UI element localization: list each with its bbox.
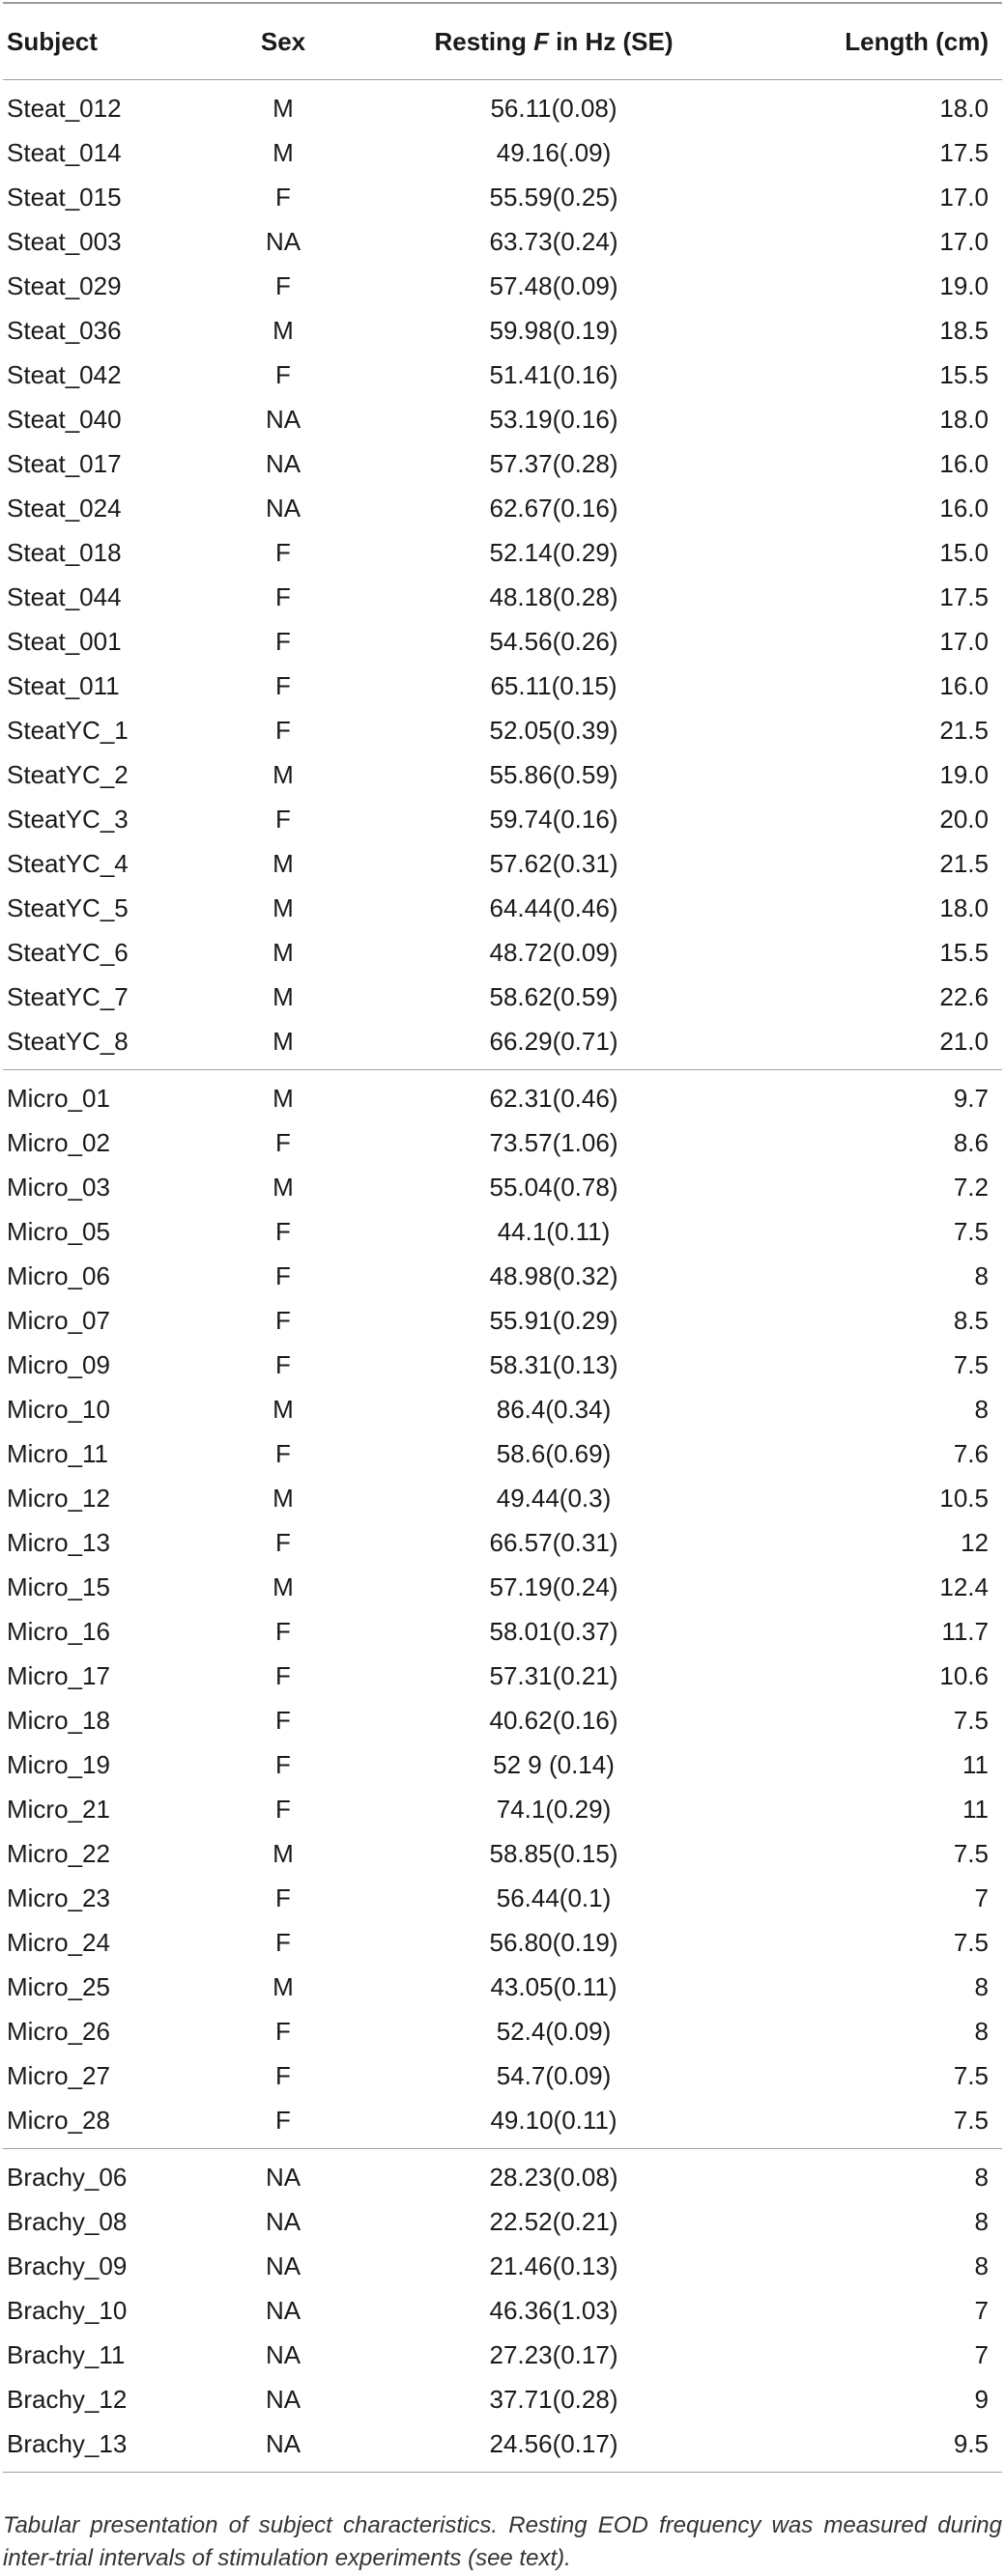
cell-subject: Micro_17	[7, 1661, 110, 1690]
table-row	[3, 308, 1002, 353]
table-row	[3, 1654, 1002, 1698]
table-row	[3, 664, 1002, 708]
cell-subject: Steat_040	[7, 405, 122, 434]
table-row	[3, 2377, 1002, 2421]
cell-len: 7.5	[953, 2061, 989, 2090]
cell-len: 19.0	[939, 760, 989, 789]
cell-len: 7.5	[953, 1839, 989, 1868]
cell-subject: Brachy_06	[7, 2163, 128, 2192]
table-row	[3, 1965, 1002, 2009]
cell-sex: NA	[265, 449, 302, 478]
cell-subject: Micro_19	[7, 1750, 110, 1779]
table-row	[3, 1431, 1002, 1476]
cell-sex: M	[273, 893, 294, 922]
cell-sex: F	[275, 1261, 291, 1290]
cell-subject: Micro_15	[7, 1572, 110, 1601]
cell-freq: 28.23(0.08)	[489, 2163, 618, 2192]
cell-freq: 53.19(0.16)	[489, 405, 618, 434]
cell-subject: SteatYC_2	[7, 760, 129, 789]
cell-freq: 37.71(0.28)	[489, 2385, 618, 2414]
cell-len: 8.6	[953, 1128, 989, 1157]
table-caption: Tabular presentation of subject characteristics. Resting EOD frequency was measured during inter-trial intervals of stimulation experiments (see text).	[3, 2512, 1002, 2571]
table-row	[3, 2333, 1002, 2377]
cell-len: 22.6	[939, 982, 989, 1011]
cell-freq: 62.31(0.46)	[489, 1084, 618, 1113]
cell-freq: 74.1(0.29)	[496, 1795, 612, 1824]
table-row	[3, 1520, 1002, 1565]
header-resting-frequency	[389, 19, 718, 64]
cell-sex: F	[275, 1528, 291, 1557]
cell-subject: Steat_011	[7, 671, 120, 700]
cell-subject: Micro_24	[7, 1928, 110, 1957]
cell-len: 16.0	[939, 494, 989, 523]
table-row	[3, 441, 1002, 486]
cell-len: 9.7	[953, 1084, 989, 1113]
table-row	[3, 1254, 1002, 1298]
cell-sex: M	[273, 1027, 294, 1056]
cell-freq: 58.6(0.69)	[496, 1439, 612, 1468]
cell-freq: 57.48(0.09)	[489, 271, 618, 300]
cell-len: 11	[962, 1750, 989, 1779]
table-row	[3, 2244, 1002, 2288]
cell-freq: 52.05(0.39)	[489, 716, 618, 745]
cell-sex: F	[275, 1750, 291, 1779]
cell-sex: F	[275, 1928, 291, 1957]
table-row	[3, 2421, 1002, 2466]
cell-sex: NA	[265, 2429, 302, 2458]
cell-len: 9	[974, 2385, 989, 2414]
cell-len: 17.5	[939, 138, 989, 167]
table-row	[3, 1565, 1002, 1609]
cell-subject: Micro_26	[7, 2017, 110, 2046]
table-row	[3, 708, 1002, 752]
header-freq-suffix: in Hz (SE)	[548, 27, 674, 56]
cell-freq: 52.4(0.09)	[496, 2017, 612, 2046]
cell-len: 7.2	[953, 1173, 989, 1202]
cell-freq: 55.59(0.25)	[489, 183, 618, 212]
cell-subject: Micro_18	[7, 1706, 110, 1735]
table-row	[3, 530, 1002, 575]
cell-len: 11.7	[941, 1617, 989, 1646]
cell-sex: M	[273, 982, 294, 1011]
cell-subject: Micro_09	[7, 1350, 110, 1379]
cell-len: 10.6	[939, 1661, 989, 1690]
cell-freq: 58.85(0.15)	[489, 1839, 618, 1868]
cell-freq: 49.16(.09)	[496, 138, 612, 167]
cell-freq: 49.44(0.3)	[496, 1484, 612, 1513]
cell-freq: 57.31(0.21)	[489, 1661, 618, 1690]
cell-len: 9.5	[953, 2429, 989, 2458]
table-row	[3, 1298, 1002, 1343]
cell-len: 7.5	[953, 1217, 989, 1246]
cell-len: 8	[974, 2207, 989, 2236]
cell-freq: 57.37(0.28)	[489, 449, 618, 478]
cell-freq: 43.05(0.11)	[490, 1972, 617, 2001]
cell-freq: 51.41(0.16)	[489, 360, 618, 389]
cell-subject: Micro_07	[7, 1306, 110, 1335]
table-row	[3, 2009, 1002, 2053]
cell-len: 7.5	[953, 2106, 989, 2135]
cell-sex: NA	[265, 2296, 302, 2325]
cell-subject: Brachy_09	[7, 2251, 128, 2280]
cell-sex: M	[273, 1972, 294, 2001]
cell-freq: 57.62(0.31)	[489, 849, 618, 878]
cell-len: 7.6	[953, 1439, 989, 1468]
cell-len: 19.0	[939, 271, 989, 300]
table-row	[3, 397, 1002, 441]
cell-freq: 52 9 (0.14)	[493, 1750, 615, 1779]
cell-len: 8	[974, 2251, 989, 2280]
cell-len: 8	[974, 1972, 989, 2001]
cell-freq: 55.91(0.29)	[489, 1306, 618, 1335]
cell-sex: NA	[265, 2251, 302, 2280]
cell-subject: Micro_13	[7, 1528, 110, 1557]
cell-len: 18.0	[939, 893, 989, 922]
table-row	[3, 797, 1002, 841]
cell-subject: Steat_036	[7, 316, 122, 345]
cell-len: 15.0	[939, 538, 989, 567]
cell-subject: Steat_014	[7, 138, 122, 167]
cell-sex: F	[275, 582, 291, 611]
cell-subject: SteatYC_8	[7, 1027, 129, 1056]
cell-subject: Steat_042	[7, 360, 122, 389]
cell-freq: 58.31(0.13)	[489, 1350, 618, 1379]
table-row	[3, 2098, 1002, 2142]
table-row	[3, 1609, 1002, 1654]
cell-subject: Micro_16	[7, 1617, 110, 1646]
cell-sex: M	[273, 1839, 294, 1868]
cell-sex: F	[275, 271, 291, 300]
cell-freq: 65.11(0.15)	[490, 671, 617, 700]
table-header-row	[3, 4, 1002, 79]
table-row	[3, 841, 1002, 886]
cell-subject: Brachy_11	[7, 2340, 126, 2369]
cell-freq: 66.29(0.71)	[489, 1027, 618, 1056]
cell-len: 16.0	[939, 449, 989, 478]
cell-subject: Steat_044	[7, 582, 122, 611]
cell-subject: Steat_024	[7, 494, 122, 523]
cell-sex: F	[275, 627, 291, 656]
cell-subject: Micro_25	[7, 1972, 110, 2001]
cell-sex: NA	[265, 2385, 302, 2414]
cell-subject: Steat_018	[7, 538, 122, 567]
cell-freq: 54.7(0.09)	[496, 2061, 612, 2090]
cell-subject: Micro_06	[7, 1261, 110, 1290]
header-subject: Subject	[7, 27, 98, 56]
cell-subject: Micro_21	[7, 1795, 110, 1824]
table-row	[3, 1120, 1002, 1165]
cell-len: 16.0	[939, 671, 989, 700]
cell-sex: M	[273, 316, 294, 345]
table-row	[3, 1476, 1002, 1520]
table-row	[3, 264, 1002, 308]
table-row	[3, 1209, 1002, 1254]
cell-subject: Brachy_12	[7, 2385, 128, 2414]
table-row	[3, 1920, 1002, 1965]
cell-len: 17.0	[939, 627, 989, 656]
cell-sex: F	[275, 1617, 291, 1646]
cell-len: 8.5	[953, 1306, 989, 1335]
cell-len: 21.0	[939, 1027, 989, 1056]
subject-table	[3, 2, 1002, 2473]
cell-sex: F	[275, 1439, 291, 1468]
cell-len: 7	[974, 2296, 989, 2325]
cell-freq: 55.86(0.59)	[489, 760, 618, 789]
table-row	[3, 1876, 1002, 1920]
cell-len: 7.5	[953, 1350, 989, 1379]
table-row	[3, 975, 1002, 1019]
table-row	[3, 1343, 1002, 1387]
table-row	[3, 175, 1002, 219]
cell-freq: 59.74(0.16)	[489, 805, 618, 834]
cell-sex: M	[273, 1484, 294, 1513]
cell-sex: F	[275, 716, 291, 745]
cell-sex: F	[275, 1661, 291, 1690]
cell-subject: SteatYC_7	[7, 982, 129, 1011]
table-row	[3, 930, 1002, 975]
cell-len: 17.0	[939, 227, 989, 256]
cell-sex: M	[273, 1395, 294, 1424]
table-row	[3, 1831, 1002, 1876]
cell-len: 10.5	[939, 1484, 989, 1513]
cell-subject: Steat_003	[7, 227, 122, 256]
cell-subject: Micro_01	[7, 1084, 110, 1113]
cell-subject: Micro_05	[7, 1217, 110, 1246]
cell-sex: M	[273, 938, 294, 967]
table-row	[3, 486, 1002, 530]
cell-len: 12	[961, 1528, 989, 1557]
cell-subject: Micro_03	[7, 1173, 110, 1202]
cell-subject: SteatYC_6	[7, 938, 129, 967]
table-row	[3, 130, 1002, 175]
cell-sex: F	[275, 1795, 291, 1824]
cell-sex: M	[273, 138, 294, 167]
cell-subject: Micro_28	[7, 2106, 110, 2135]
table-row	[3, 1387, 1002, 1431]
cell-sex: F	[275, 360, 291, 389]
cell-freq: 44.1(0.11)	[497, 1217, 611, 1246]
cell-len: 7.5	[953, 1706, 989, 1735]
table-row	[3, 1165, 1002, 1209]
table-body	[3, 80, 1002, 2473]
cell-subject: Steat_017	[7, 449, 122, 478]
cell-len: 21.5	[939, 849, 989, 878]
table-row	[3, 619, 1002, 664]
cell-freq: 63.73(0.24)	[489, 227, 618, 256]
table-row	[3, 2155, 1002, 2199]
cell-sex: F	[275, 1883, 291, 1912]
header-freq-variable: F	[533, 27, 549, 56]
group-separator-rule	[3, 2472, 1002, 2473]
cell-sex: F	[275, 1128, 291, 1157]
cell-sex: F	[275, 538, 291, 567]
cell-sex: NA	[265, 2340, 302, 2369]
cell-subject: Micro_02	[7, 1128, 110, 1157]
cell-freq: 46.36(1.03)	[489, 2296, 618, 2325]
header-sex: Sex	[260, 27, 306, 56]
cell-len: 15.5	[939, 360, 989, 389]
cell-freq: 59.98(0.19)	[489, 316, 618, 345]
cell-sex: F	[275, 2061, 291, 2090]
cell-freq: 48.72(0.09)	[489, 938, 618, 967]
cell-subject: Steat_012	[7, 94, 122, 123]
table-row	[3, 2053, 1002, 2098]
cell-subject: Micro_23	[7, 1883, 110, 1912]
cell-len: 11	[962, 1795, 989, 1824]
cell-freq: 58.62(0.59)	[489, 982, 618, 1011]
cell-len: 15.5	[939, 938, 989, 967]
table-row	[3, 86, 1002, 130]
table-row	[3, 1787, 1002, 1831]
cell-subject: Steat_029	[7, 271, 122, 300]
cell-freq: 64.44(0.46)	[489, 893, 618, 922]
cell-len: 18.5	[939, 316, 989, 345]
cell-freq: 49.10(0.11)	[490, 2106, 617, 2135]
cell-freq: 22.52(0.21)	[489, 2207, 618, 2236]
cell-sex: NA	[265, 2207, 302, 2236]
table-row	[3, 1076, 1002, 1120]
table-row	[3, 886, 1002, 930]
cell-len: 8	[974, 2163, 989, 2192]
cell-subject: Brachy_13	[7, 2429, 128, 2458]
cell-subject: Micro_22	[7, 1839, 110, 1868]
table-row	[3, 2288, 1002, 2333]
cell-sex: NA	[265, 2163, 302, 2192]
cell-subject: SteatYC_5	[7, 893, 129, 922]
cell-len: 7	[974, 1883, 989, 1912]
cell-subject: Micro_10	[7, 1395, 110, 1424]
cell-freq: 27.23(0.17)	[489, 2340, 618, 2369]
header-freq-prefix: Resting	[434, 27, 534, 56]
cell-freq: 62.67(0.16)	[489, 494, 618, 523]
cell-freq: 57.19(0.24)	[489, 1572, 618, 1601]
cell-subject: Micro_11	[7, 1439, 109, 1468]
cell-len: 17.0	[939, 183, 989, 212]
cell-len: 17.5	[939, 582, 989, 611]
cell-subject: Micro_12	[7, 1484, 110, 1513]
cell-len: 20.0	[939, 805, 989, 834]
cell-subject: Steat_001	[7, 627, 122, 656]
cell-freq: 52.14(0.29)	[489, 538, 618, 567]
cell-subject: Brachy_08	[7, 2207, 128, 2236]
table-row	[3, 353, 1002, 397]
cell-freq: 73.57(1.06)	[489, 1128, 618, 1157]
cell-freq: 66.57(0.31)	[489, 1528, 618, 1557]
cell-freq: 56.44(0.1)	[496, 1883, 612, 1912]
table-row	[3, 575, 1002, 619]
header-length: Length (cm)	[845, 27, 989, 56]
cell-subject: Steat_015	[7, 183, 122, 212]
cell-sex: F	[275, 671, 291, 700]
cell-subject: Brachy_10	[7, 2296, 128, 2325]
table-row	[3, 2199, 1002, 2244]
cell-sex: M	[273, 94, 294, 123]
cell-freq: 54.56(0.26)	[489, 627, 618, 656]
table-row	[3, 752, 1002, 797]
cell-len: 12.4	[939, 1572, 989, 1601]
cell-sex: M	[273, 1173, 294, 1202]
cell-freq: 24.56(0.17)	[489, 2429, 618, 2458]
cell-sex: F	[275, 183, 291, 212]
cell-len: 18.0	[939, 94, 989, 123]
cell-subject: SteatYC_4	[7, 849, 129, 878]
cell-sex: F	[275, 1217, 291, 1246]
cell-sex: NA	[265, 227, 302, 256]
table-row	[3, 1019, 1002, 1063]
cell-sex: M	[273, 849, 294, 878]
cell-len: 7.5	[953, 1928, 989, 1957]
cell-sex: F	[275, 1350, 291, 1379]
cell-sex: F	[275, 2106, 291, 2135]
cell-len: 18.0	[939, 405, 989, 434]
cell-freq: 58.01(0.37)	[489, 1617, 618, 1646]
cell-sex: F	[275, 1306, 291, 1335]
cell-subject: SteatYC_1	[7, 716, 129, 745]
cell-freq: 48.98(0.32)	[489, 1261, 618, 1290]
cell-len: 8	[974, 2017, 989, 2046]
cell-freq: 55.04(0.78)	[489, 1173, 618, 1202]
cell-freq: 21.46(0.13)	[489, 2251, 618, 2280]
cell-sex: M	[273, 760, 294, 789]
cell-freq: 40.62(0.16)	[489, 1706, 618, 1735]
cell-sex: NA	[265, 405, 302, 434]
cell-freq: 48.18(0.28)	[489, 582, 618, 611]
cell-subject: SteatYC_3	[7, 805, 129, 834]
cell-len: 8	[974, 1261, 989, 1290]
cell-len: 21.5	[939, 716, 989, 745]
cell-freq: 86.4(0.34)	[496, 1395, 612, 1424]
cell-sex: F	[275, 1706, 291, 1735]
table-row	[3, 1698, 1002, 1742]
cell-freq: 56.11(0.08)	[490, 94, 617, 123]
cell-len: 8	[974, 1395, 989, 1424]
cell-sex: M	[273, 1572, 294, 1601]
table-row	[3, 1742, 1002, 1787]
cell-sex: F	[275, 2017, 291, 2046]
cell-len: 7	[974, 2340, 989, 2369]
cell-subject: Micro_27	[7, 2061, 110, 2090]
cell-freq: 56.80(0.19)	[489, 1928, 618, 1957]
table-row	[3, 219, 1002, 264]
cell-sex: M	[273, 1084, 294, 1113]
cell-sex: F	[275, 805, 291, 834]
cell-sex: NA	[265, 494, 302, 523]
